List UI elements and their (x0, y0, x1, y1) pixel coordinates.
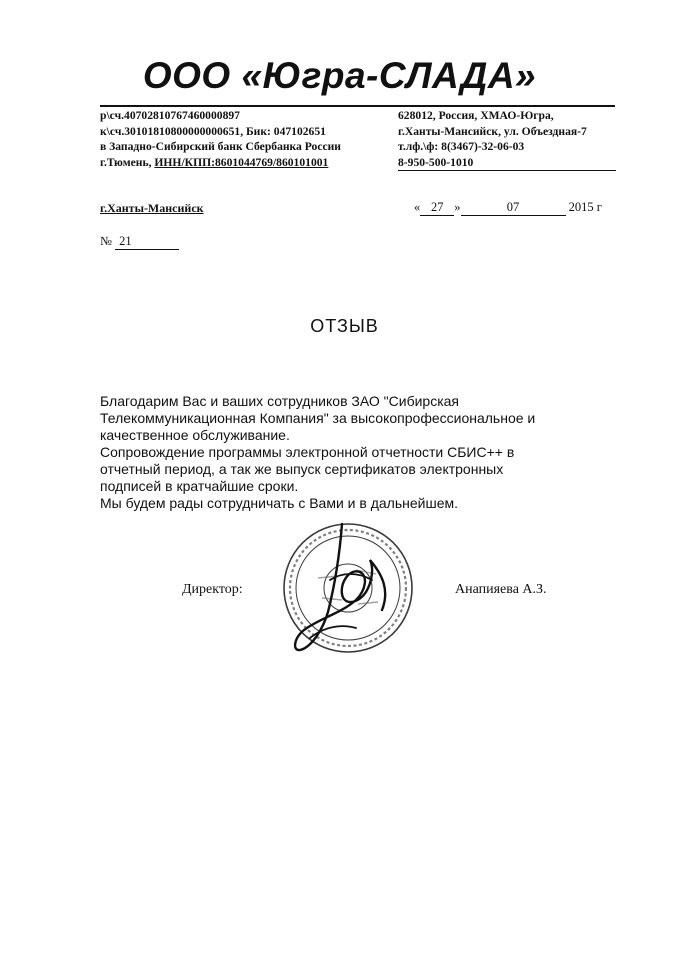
letterhead-rule (100, 105, 615, 107)
letter-date (414, 200, 602, 216)
bank-account: р\сч.40702810767460000897 (100, 109, 240, 122)
bank-name: в Западно-Сибирский банк Сбербанка России (100, 140, 341, 153)
date-open-quote: « (414, 200, 421, 214)
company-name: ООО «Югра-СЛАДА» (142, 55, 537, 96)
bank-details (100, 108, 390, 170)
document-body (100, 393, 600, 512)
body-line: Благодарим Вас и ваших сотрудников ЗАО "Сибирская (100, 393, 459, 409)
document-title: ОТЗЫВ (310, 316, 379, 336)
address-line-2: г.Ханты-Мансийск, ул. Объездная-7 (398, 124, 587, 138)
date-year: 2015 г (568, 200, 602, 214)
body-line: подписей в кратчайшие сроки. (100, 478, 299, 494)
number-value: 21 (115, 234, 179, 250)
signatory-role: Директор: (182, 582, 243, 597)
date-month: 07 (461, 200, 566, 216)
body-line: отчетный период, а так же выпуск сертификатов электронных (100, 461, 504, 477)
inn-kpp: ИНН/КПП:8601044769/860101001 (154, 155, 329, 169)
address-details (398, 108, 638, 171)
director-signature (270, 520, 420, 660)
body-line: Сопровождение программы электронной отчетности СБИС++ в (100, 444, 515, 460)
phone-fax: т.лф.\ф: 8(3467)-32-06-03 (398, 140, 525, 153)
bank-corr-account: к\сч.30101810800000000651, Бик: 047102651 (100, 124, 326, 138)
date-day: 27 (420, 200, 454, 216)
letter-number (100, 234, 179, 250)
bank-city: г.Тюмень, (100, 155, 152, 169)
signatory-name: Анапияева А.З. (455, 582, 547, 597)
number-label: № (100, 234, 112, 248)
address-line-1: 628012, Россия, ХМАО-Югра, (398, 109, 554, 122)
body-line: качественное обслуживание. (100, 427, 290, 443)
date-close-quote: » (454, 200, 461, 214)
mobile-phone: 8-950-500-1010 (398, 155, 616, 172)
bank-city-line (100, 155, 390, 171)
body-line: Телекоммуникационная Компания" за высокопрофессиональное и (100, 410, 536, 426)
letter-city: г.Ханты-Мансийск (100, 201, 204, 215)
body-line: Мы будем рады сотрудничать с Вами и в дальнейшем. (100, 495, 458, 511)
